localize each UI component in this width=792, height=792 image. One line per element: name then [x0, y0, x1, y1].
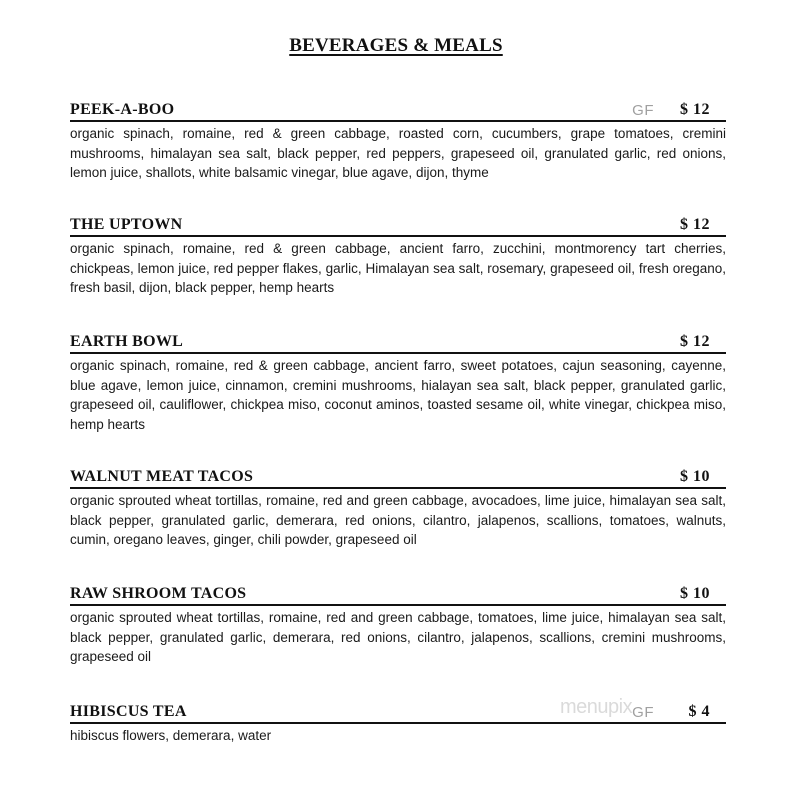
- item-description: organic spinach, romaine, red & green cabbage, roasted corn, cucumbers, grape tomatoes, cremini mushrooms, himalayan sea salt, black pepper, red peppers, grapeseed oil, granulated garlic, red onions, lemon juice, shallots, white balsamic vinegar, blue agave, dijon, thyme: [70, 126, 726, 180]
- item-header: [70, 98, 726, 122]
- item-description: organic spinach, romaine, red & green cabbage, ancient farro, zucchini, montmorency tart cherries, chickpeas, lemon juice, red pepper flakes, garlic, Himalayan sea salt, rosemary, grapeseed oil, fresh oregano, fresh basil, dijon, black pepper, hemp hearts: [70, 241, 726, 295]
- item-name: PEEK-A-BOO: [70, 101, 175, 118]
- item-header: [70, 582, 726, 606]
- item-price: $ 10: [680, 468, 710, 485]
- menu-item-raw-shroom-tacos: [70, 582, 726, 667]
- item-price: $ 12: [680, 216, 710, 233]
- item-name: HIBISCUS TEA: [70, 703, 187, 720]
- page-title: BEVERAGES & MEALS: [289, 35, 503, 56]
- menu-item-earth-bowl: [70, 330, 726, 434]
- item-name: RAW SHROOM TACOS: [70, 585, 247, 602]
- watermark: menupix: [560, 696, 633, 718]
- item-name: THE UPTOWN: [70, 216, 183, 233]
- item-description: organic sprouted wheat tortillas, romaine, red and green cabbage, tomatoes, lime juice, himalayan sea salt, black pepper, granulated garlic, demerara, red onions, cilantro, jalapenos, scallions, cremini mushrooms, grapeseed oil: [70, 610, 726, 664]
- gluten-free-badge: GF: [632, 704, 654, 721]
- item-price: $ 10: [680, 585, 710, 602]
- item-header: [70, 465, 726, 489]
- menu-item-walnut-meat-tacos: [70, 465, 726, 550]
- item-name: WALNUT MEAT TACOS: [70, 468, 254, 485]
- menu-item-the-uptown: [70, 213, 726, 298]
- item-header: [70, 213, 726, 237]
- item-price: $ 12: [680, 333, 710, 350]
- item-description: organic sprouted wheat tortillas, romaine, red and green cabbage, avocadoes, lime juice, himalayan sea salt, black pepper, granulated garlic, demerara, red onions, cilantro, jalapenos, scallions, tomatoes, walnuts, cumin, oregano leaves, ginger, chili powder, grapeseed oil: [70, 493, 726, 547]
- gluten-free-badge: GF: [632, 102, 654, 119]
- item-price: $ 12: [680, 101, 710, 118]
- menu-item-peek-a-boo: [70, 98, 726, 183]
- item-name: EARTH BOWL: [70, 333, 184, 350]
- item-price: $ 4: [688, 703, 710, 720]
- item-description: organic spinach, romaine, red & green cabbage, ancient farro, sweet potatoes, cajun seasoning, cayenne, blue agave, lemon juice, cinnamon, cremini mushrooms, hialayan sea salt, black pepper, granulated garlic, grapeseed oil, cauliflower, chickpea miso, coconut aminos, toasted sesame oil, white vinegar, chickpea miso, hemp hearts: [70, 358, 726, 432]
- item-description: hibiscus flowers, demerara, water: [70, 728, 272, 743]
- item-header: [70, 330, 726, 354]
